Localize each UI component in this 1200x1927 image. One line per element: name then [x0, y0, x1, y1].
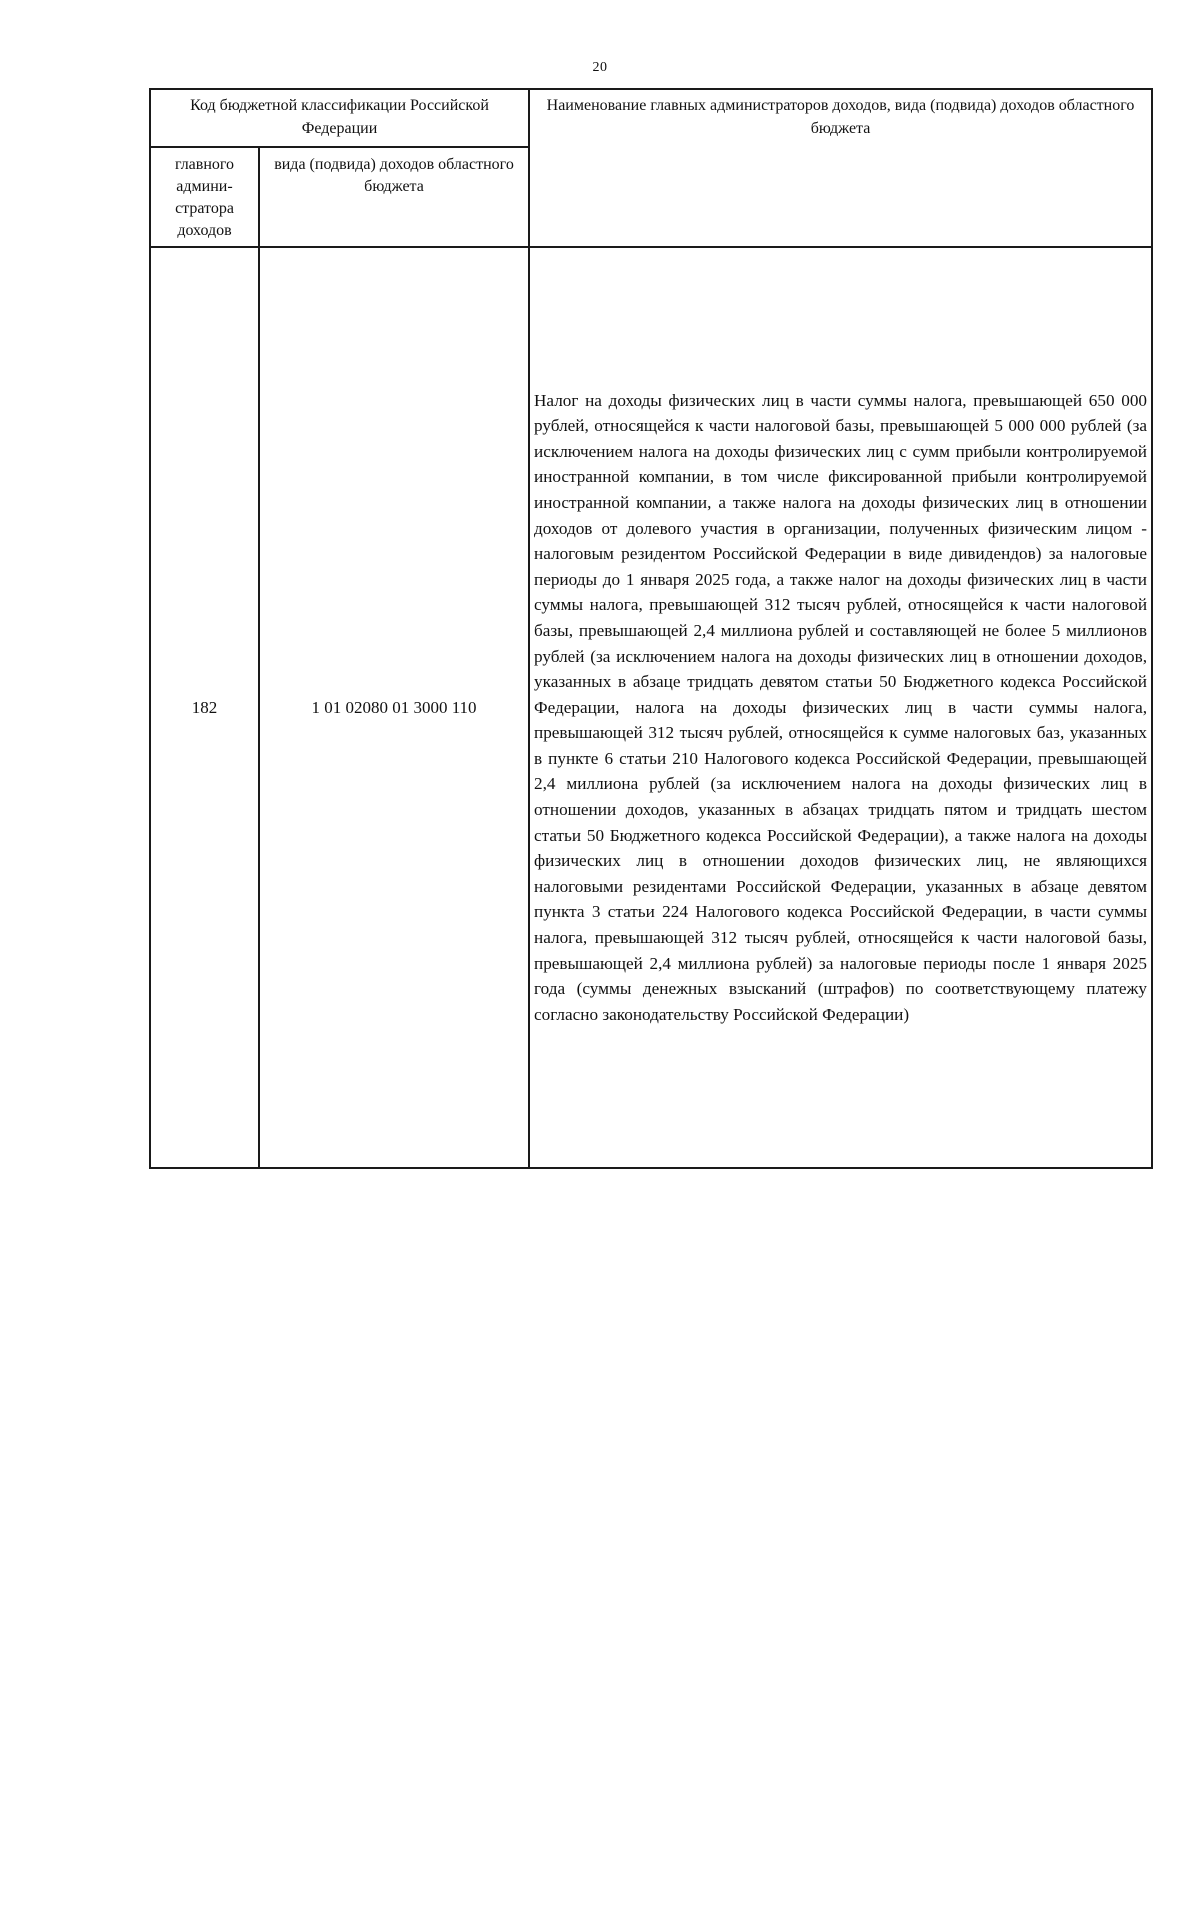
table-header-row [150, 89, 1152, 147]
revenue-classification-table [149, 88, 1153, 1169]
admin-code-cell: 182 [150, 247, 259, 1168]
description-cell: Налог на доходы физических лиц в части суммы налога, превышающей 650 000 рублей, относящейся к части налоговой базы, превышающей 5 000 000 рублей (за исключением налога на доходы физических лиц с сумм прибыли контролируемой иностранной компании, в том числе фиксированной прибыли контролируемой иностранной компании, а также налога на доходы физических лиц в отношении доходов от долевого участия в организации, полученных физическим лицом - налоговым резидентом Российской Федерации в виде дивидендов) за налоговые периоды до 1 января 2025 года, а также налог на доходы физических лиц в части суммы налога, превышающей 312 тысяч рублей, относящейся к части налоговой базы, превышающей 2,4 миллиона рублей и составляющей не более 5 миллионов рублей (за исключением налога на доходы физических лиц в отношении доходов, указанных в абзаце тридцать девятом статьи 50 Бюджетного кодекса Российской Федерации, налога на доходы физических лиц в части суммы налога, превышающей 312 тысяч рублей, относящейся к сумме налоговых баз, указанных в пункте 6 статьи 210 Налогового кодекса Российской Федерации, превышающей 2,4 миллиона рублей (за исключением налога на доходы физических лиц в отношении доходов, указанных в абзацах тридцать пятом и тридцать шестом статьи 50 Бюджетного кодекса Российской Федерации), а также налога на доходы физических лиц в отношении доходов физических лиц, не являющихся налоговыми резидентами Российской Федерации, указанных в абзаце девятом пункта 3 статьи 224 Налогового кодекса Российской Федерации, в части суммы налога, превышающей 312 тысяч рублей, относящейся к части налоговой базы, превышающей 2,4 миллиона рублей) за налоговые периоды после 1 января 2025 года (суммы денежных взысканий (штрафов) по соответствующему платежу согласно законодательству Российской Федерации) [529, 247, 1152, 1168]
table-row [150, 247, 1152, 1168]
header-revenue-code: вида (подвида) доходов областного бюджета [259, 147, 529, 247]
header-admin-code: главного админи-стратора доходов [150, 147, 259, 247]
header-name: Наименование главных администраторов доходов, вида (подвида) доходов областного бюджета [529, 89, 1152, 247]
page-number: 20 [592, 60, 608, 75]
header-kbk-group: Код бюджетной классификации Российской Федерации [150, 89, 529, 147]
revenue-code-cell: 1 01 02080 01 3000 110 [259, 247, 529, 1168]
